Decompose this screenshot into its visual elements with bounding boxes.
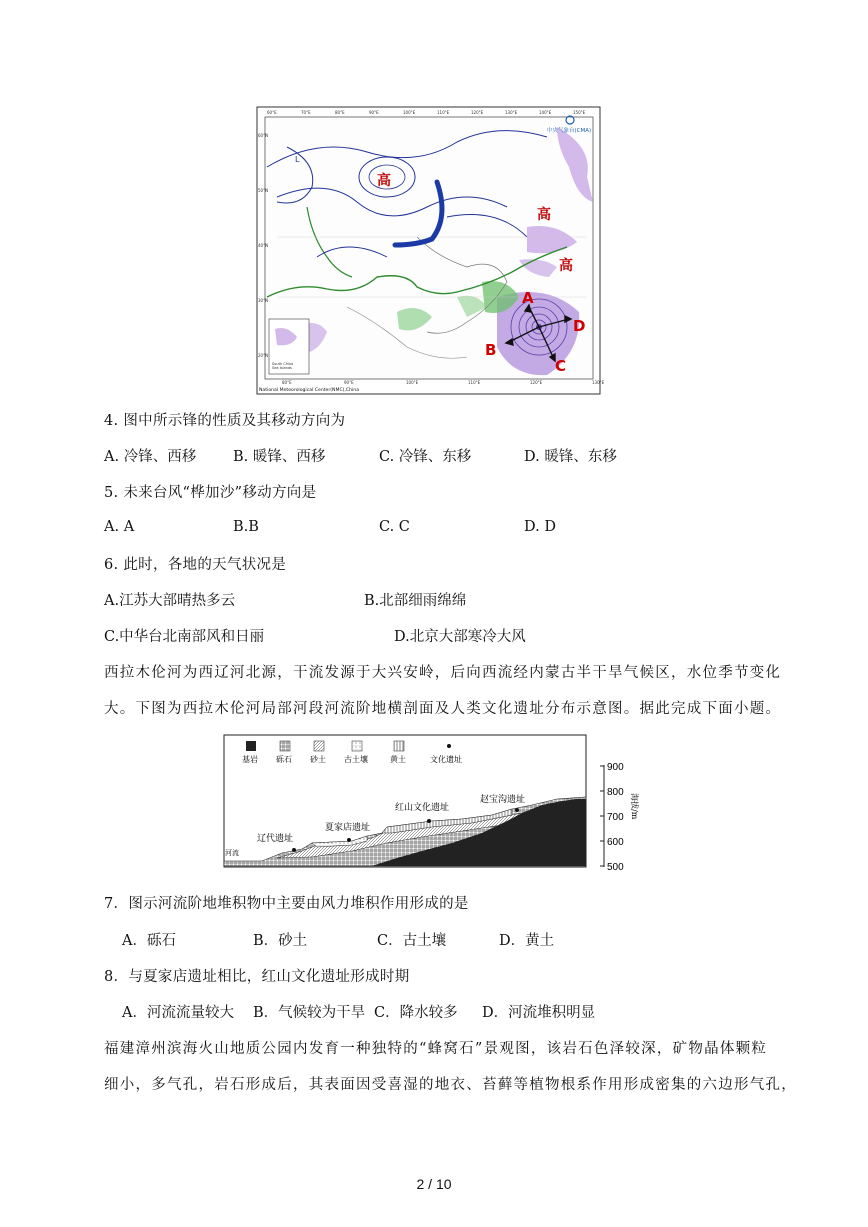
tick-500: 500 — [607, 862, 624, 873]
high-label-3: 高 — [559, 258, 573, 274]
legend-paleosol: 古土壤 — [344, 755, 368, 764]
legend-loess: 黄土 — [390, 755, 406, 764]
point-label-d: D — [573, 317, 586, 335]
point-label-a: A — [522, 289, 534, 307]
lon-top-label-7: 130°E — [505, 110, 518, 115]
q6-option-c: C.中华台北南部风和日丽 — [104, 629, 265, 645]
lon-top-label-3: 90°E — [369, 110, 379, 115]
river-label: 河流 — [225, 849, 239, 857]
legend-bedrock: 基岩 — [242, 755, 258, 764]
lat-label-1: 50°N — [258, 188, 269, 193]
site-hongshan: 红山文化遗址 — [395, 803, 450, 813]
legend-gravel: 砾石 — [276, 755, 292, 764]
point-label-c: C — [555, 357, 567, 375]
map-credit: National Meteorological Center(NMC),China — [259, 388, 360, 393]
lat-label-2: 40°N — [258, 243, 269, 248]
point-label-b: B — [485, 341, 497, 359]
lon-top-label-1: 70°E — [301, 110, 311, 115]
q4-option-c: C. 冷锋、东移 — [379, 449, 472, 465]
lat-label-4: 20°N — [258, 353, 269, 358]
river-terrace-diagram — [222, 733, 642, 873]
page-number: 2 / 10 — [416, 1176, 452, 1192]
q4-stem: 4. 图中所示锋的性质及其移动方向为 — [104, 413, 346, 429]
q7-stem: 7．图示河流阶地堆积物中主要由风力堆积作用形成的是 — [104, 896, 469, 912]
lon-bottom-label-1: 90°E — [344, 380, 354, 385]
q5-option-b: B.B — [233, 519, 259, 535]
lon-bottom-label-4: 120°E — [530, 380, 543, 385]
q8-option-a: A．河流流量较大 — [122, 1005, 234, 1021]
q7-option-d: D．黄土 — [499, 933, 555, 949]
tick-600: 600 — [607, 837, 624, 848]
site-xiajiadian: 夏家店遗址 — [325, 823, 371, 833]
lon-top-label-6: 120°E — [471, 110, 484, 115]
site-liao: 辽代遗址 — [257, 834, 294, 844]
site-zhaobaogou: 赵宝沟遗址 — [480, 795, 526, 805]
q7-option-a: A．砾石 — [122, 933, 176, 949]
q5-option-c: C. C — [379, 519, 410, 535]
high-label-1: 高 — [377, 173, 391, 189]
q8-stem: 8．与夏家店遗址相比，红山文化遗址形成时期 — [104, 969, 410, 985]
q7-option-b: B．砂土 — [253, 933, 308, 949]
passage2-line2: 细小，多气孔，岩石形成后，其表面因受喜湿的地衣、苔藓等植物根系作用形成密集的六边形气孔， — [104, 1077, 797, 1093]
inset-text-1: South China — [272, 362, 294, 366]
q6-option-a: A.江苏大部晴热多云 — [104, 593, 236, 609]
passage2-line1: 福建漳州滨海火山地质公园内发育一种独特的“蜂窝石”景观图，该岩石色泽较深，矿物晶体颗粒 — [104, 1041, 768, 1057]
high-label-2: 高 — [537, 207, 551, 223]
q8-option-c: C．降水较多 — [374, 1005, 458, 1021]
axis-label: 海拔/m — [630, 793, 639, 820]
lon-bottom-label-5: 130°E — [592, 380, 605, 385]
q5-stem: 5. 未来台风“桦加沙”移动方向是 — [104, 485, 317, 501]
q4-option-b: B. 暖锋、西移 — [233, 449, 326, 465]
q6-option-b: B.北部细雨绵绵 — [364, 593, 467, 609]
q5-option-a: A. A — [104, 519, 135, 535]
low-label: L — [295, 155, 300, 164]
legend-sand: 砂土 — [310, 755, 326, 764]
lon-bottom-label-2: 100°E — [406, 380, 419, 385]
lon-top-label-2: 80°E — [335, 110, 345, 115]
lat-label-3: 30°N — [258, 298, 269, 303]
q4-option-a: A. 冷锋、西移 — [104, 449, 197, 465]
weather-map-figure — [257, 107, 605, 394]
q6-stem: 6. 此时，各地的天气状况是 — [104, 557, 287, 573]
tick-700: 700 — [607, 812, 624, 823]
lon-top-label-5: 110°E — [437, 110, 450, 115]
q6-option-d: D.北京大部寒冷大风 — [394, 629, 526, 645]
lat-label-0: 60°N — [258, 133, 269, 138]
q4-option-d: D. 暖锋、东移 — [524, 449, 617, 465]
legend-site: 文化遗址 — [430, 755, 462, 764]
cma-text: 中央气象台(CMA) — [547, 128, 592, 134]
inset-text-2: Sea Islands — [272, 366, 292, 370]
lon-bottom-label-0: 80°E — [282, 380, 292, 385]
passage1-line1: 西拉木伦河为西辽河北源，干流发源于大兴安岭，后向西流经内蒙古半干旱气候区，水位季节变化 — [104, 665, 782, 681]
lon-bottom-label-3: 110°E — [468, 380, 481, 385]
q7-option-c: C．古土壤 — [377, 933, 447, 949]
lon-top-label-4: 100°E — [403, 110, 416, 115]
tick-800: 800 — [607, 787, 624, 798]
lon-top-label-0: 60°E — [267, 110, 277, 115]
q5-option-d: D. D — [524, 519, 556, 535]
passage1-line2: 大。下图为西拉木伦河局部河段河流阶地横剖面及人类文化遗址分布示意图。据此完成下面小题。 — [104, 701, 782, 717]
q8-option-d: D．河流堆积明显 — [482, 1005, 596, 1021]
lon-top-label-9: 150°E — [573, 110, 586, 115]
tick-900: 900 — [607, 762, 624, 773]
lon-top-label-8: 140°E — [539, 110, 552, 115]
q8-option-b: B．气候较为干旱 — [253, 1005, 366, 1021]
